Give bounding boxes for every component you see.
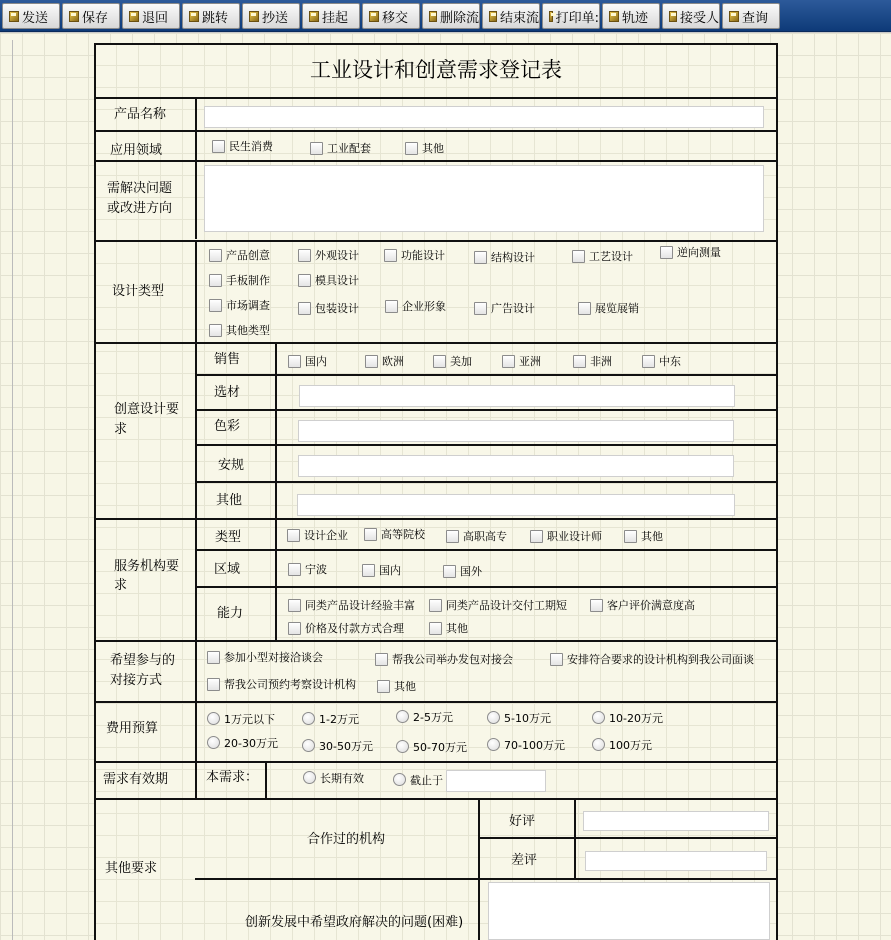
service-designer-label: 职业设计师 xyxy=(547,530,602,543)
participation-contract-fair-checkbox[interactable] xyxy=(375,653,388,666)
sales-asia-checkbox[interactable] xyxy=(502,355,515,368)
participation-visit-agency-label: 帮我公司预约考察设计机构 xyxy=(224,678,356,691)
design-type-label: 设计类型 xyxy=(112,284,165,299)
domain-label: 应用领域 xyxy=(110,143,163,158)
creative-other-label: 其他 xyxy=(216,493,243,508)
toolbar-label: 删除流 xyxy=(439,10,479,26)
design-product-idea-checkbox[interactable] xyxy=(209,249,222,262)
budget-4-label: 10-20万元 xyxy=(609,712,663,725)
document-icon xyxy=(489,11,497,22)
service-label: 求 xyxy=(114,578,128,593)
design-mold-checkbox[interactable] xyxy=(298,274,311,287)
budget-1-label: 1-2万元 xyxy=(319,713,359,726)
budget-0-label: 1万元以下 xyxy=(224,713,275,726)
toolbar-label: 轨迹 xyxy=(622,10,649,26)
ability-satisfaction-checkbox[interactable] xyxy=(590,599,603,612)
document-icon xyxy=(189,11,199,22)
ability-fast-delivery-checkbox[interactable] xyxy=(429,599,442,612)
safety-input[interactable] xyxy=(298,455,734,477)
ability-other-checkbox[interactable] xyxy=(429,622,442,635)
validity-until-label: 截止于 xyxy=(410,774,443,787)
service-type-label: 类型 xyxy=(215,530,242,545)
participation-other-label: 其他 xyxy=(394,680,416,693)
validity-label: 需求有效期 xyxy=(103,772,169,787)
design-reverse-checkbox[interactable] xyxy=(660,246,673,259)
ability-label: 能力 xyxy=(217,606,244,621)
design-structure-label: 结构设计 xyxy=(491,251,535,264)
return-button[interactable] xyxy=(122,3,180,29)
document-icon xyxy=(69,11,79,22)
table-line xyxy=(195,878,778,880)
service-college-label: 高职高专 xyxy=(463,530,507,543)
table-line xyxy=(94,130,778,132)
color-label: 色彩 xyxy=(214,419,241,434)
region-label: 区域 xyxy=(214,562,241,577)
design-appearance-label: 外观设计 xyxy=(315,249,359,262)
document-icon xyxy=(249,11,259,22)
save-button[interactable] xyxy=(62,3,120,29)
sales-label: 销售 xyxy=(214,352,241,367)
sales-domestic-label: 国内 xyxy=(305,355,327,368)
sales-europe-checkbox[interactable] xyxy=(365,355,378,368)
validity-sub-label: 本需求： xyxy=(206,770,259,785)
design-exhibition-checkbox[interactable] xyxy=(578,302,591,315)
budget-9-radio[interactable] xyxy=(592,738,605,751)
ability-experience-label: 同类产品设计经验丰富 xyxy=(305,599,415,612)
service-college-checkbox[interactable] xyxy=(446,530,459,543)
validity-date-input[interactable] xyxy=(446,770,546,792)
region-domestic-label: 国内 xyxy=(379,564,401,577)
budget-3-radio[interactable] xyxy=(487,711,500,724)
participation-visit-agency-checkbox[interactable] xyxy=(207,678,220,691)
budget-2-label: 2-5万元 xyxy=(413,711,453,724)
document-icon xyxy=(369,11,379,22)
product-name-input[interactable] xyxy=(204,106,764,128)
participation-meeting-label: 参加小型对接洽谈会 xyxy=(224,651,323,664)
design-brand-checkbox[interactable] xyxy=(385,300,398,313)
ability-price-checkbox[interactable] xyxy=(288,622,301,635)
table-line xyxy=(195,409,778,411)
table-line xyxy=(275,518,277,640)
validity-until-radio[interactable] xyxy=(393,773,406,786)
document-icon xyxy=(9,11,19,22)
service-designer-checkbox[interactable] xyxy=(530,530,543,543)
toolbar-label: 查询 xyxy=(742,10,769,26)
table-line xyxy=(776,43,778,940)
ability-satisfaction-label: 客户评价满意度高 xyxy=(607,599,695,612)
participation-label: 希望参与的 xyxy=(110,653,176,668)
toolbar-label: 结束流 xyxy=(499,10,539,26)
transfer-button[interactable] xyxy=(362,3,420,29)
table-line xyxy=(94,43,96,940)
design-reverse-label: 逆向测量 xyxy=(677,246,721,259)
toolbar-label: 打印单: xyxy=(555,10,599,26)
service-university-checkbox[interactable] xyxy=(364,528,377,541)
document-icon xyxy=(129,11,139,22)
table-line xyxy=(195,97,197,239)
budget-8-label: 70-100万元 xyxy=(504,739,565,752)
print-form-button[interactable] xyxy=(542,3,600,29)
participation-other-checkbox[interactable] xyxy=(377,680,390,693)
table-line xyxy=(94,43,778,45)
design-ad-label: 广告设计 xyxy=(491,302,535,315)
design-craft-label: 工艺设计 xyxy=(589,250,633,263)
partners-label: 合作过的机构 xyxy=(307,832,386,847)
domain-industrial-checkbox[interactable] xyxy=(310,142,323,155)
creative-label: 创意设计要 xyxy=(114,402,180,417)
table-line xyxy=(195,342,197,519)
region-ningbo-checkbox[interactable] xyxy=(288,563,301,576)
suspend-button[interactable] xyxy=(302,3,360,29)
region-abroad-checkbox[interactable] xyxy=(443,565,456,578)
toolbar-label: 退回 xyxy=(142,10,169,26)
validity-long-radio[interactable] xyxy=(303,771,316,784)
service-label: 服务机构要 xyxy=(114,559,180,574)
budget-8-radio[interactable] xyxy=(487,738,500,751)
document-icon xyxy=(309,11,319,22)
sales-mideast-checkbox[interactable] xyxy=(642,355,655,368)
good-review-label: 好评 xyxy=(509,814,536,829)
budget-7-label: 50-70万元 xyxy=(413,741,467,754)
table-line xyxy=(478,837,778,839)
gov-issue-label: 创新发展中希望政府解决的问题(困难) xyxy=(245,915,464,930)
toolbar-label: 保存 xyxy=(82,10,109,26)
table-line xyxy=(195,481,778,483)
problem-textarea[interactable] xyxy=(204,165,764,232)
design-prototype-checkbox[interactable] xyxy=(209,274,222,287)
service-university-label: 高等院校 xyxy=(381,528,425,541)
ability-other-label: 其他 xyxy=(446,622,468,635)
form-title: 工业设计和创意需求登记表 xyxy=(310,58,562,82)
budget-4-radio[interactable] xyxy=(592,711,605,724)
validity-long-label: 长期有效 xyxy=(320,772,364,785)
participation-meeting-checkbox[interactable] xyxy=(207,651,220,664)
sales-asia-label: 亚洲 xyxy=(519,355,541,368)
sales-europe-label: 欧洲 xyxy=(382,355,404,368)
table-line xyxy=(94,798,778,800)
toolbar-label: 跳转 xyxy=(202,10,229,26)
sales-domestic-checkbox[interactable] xyxy=(288,355,301,368)
design-product-idea-label: 产品创意 xyxy=(226,249,270,262)
domain-industrial-label: 工业配套 xyxy=(327,142,371,155)
budget-6-label: 30-50万元 xyxy=(319,740,373,753)
gov-issue-textarea[interactable] xyxy=(488,882,770,940)
participation-label: 对接方式 xyxy=(110,673,163,688)
domain-other-label: 其他 xyxy=(422,142,444,155)
problem-label: 或改进方向 xyxy=(107,201,173,216)
query-button[interactable] xyxy=(722,3,780,29)
document-icon xyxy=(669,11,677,22)
design-mold-label: 模具设计 xyxy=(315,274,359,287)
send-button[interactable] xyxy=(2,3,60,29)
budget-6-radio[interactable] xyxy=(302,739,315,752)
design-ad-checkbox[interactable] xyxy=(474,302,487,315)
design-package-checkbox[interactable] xyxy=(298,302,311,315)
design-appearance-checkbox[interactable] xyxy=(298,249,311,262)
participation-visit-us-label: 安排符合要求的设计机构到我公司面谈 xyxy=(567,653,754,666)
service-company-label: 设计企业 xyxy=(304,529,348,542)
ability-experience-checkbox[interactable] xyxy=(288,599,301,612)
table-line xyxy=(94,701,778,703)
document-icon xyxy=(429,11,437,22)
table-line xyxy=(195,444,778,446)
creative-label: 求 xyxy=(114,422,128,437)
design-market-label: 市场调查 xyxy=(226,299,270,312)
toolbar-label: 挂起 xyxy=(322,10,349,26)
service-company-checkbox[interactable] xyxy=(287,529,300,542)
cc-button[interactable] xyxy=(242,3,300,29)
end-flow-button[interactable] xyxy=(482,3,540,29)
jump-button[interactable] xyxy=(182,3,240,29)
toolbar-label: 移交 xyxy=(382,10,409,26)
design-structure-checkbox[interactable] xyxy=(474,251,487,264)
table-line xyxy=(94,160,778,162)
receiver-button[interactable] xyxy=(662,3,720,29)
table-line xyxy=(195,640,197,798)
participation-visit-us-checkbox[interactable] xyxy=(550,653,563,666)
sales-america-checkbox[interactable] xyxy=(433,355,446,368)
table-line xyxy=(195,240,197,342)
problem-label: 需解决问题 xyxy=(107,181,173,196)
sales-america-label: 美加 xyxy=(450,355,472,368)
table-line xyxy=(265,761,267,798)
document-icon xyxy=(549,11,553,22)
ability-fast-delivery-label: 同类产品设计交付工期短 xyxy=(446,599,567,612)
design-brand-label: 企业形象 xyxy=(402,300,446,313)
region-domestic-checkbox[interactable] xyxy=(362,564,375,577)
material-input[interactable] xyxy=(299,385,735,407)
toolbar xyxy=(0,0,891,32)
sales-mideast-label: 中东 xyxy=(659,355,681,368)
sales-africa-checkbox[interactable] xyxy=(573,355,586,368)
track-button[interactable] xyxy=(602,3,660,29)
left-border xyxy=(12,40,13,940)
table-line xyxy=(195,518,197,640)
toolbar-label: 接受人 xyxy=(679,10,719,26)
region-ningbo-label: 宁波 xyxy=(305,563,327,576)
document-icon xyxy=(609,11,619,22)
design-function-label: 功能设计 xyxy=(401,249,445,262)
domain-consumer-label: 民生消费 xyxy=(229,140,273,153)
toolbar-label: 抄送 xyxy=(262,10,289,26)
service-other-checkbox[interactable] xyxy=(624,530,637,543)
table-line xyxy=(195,586,778,588)
design-prototype-label: 手板制作 xyxy=(226,274,270,287)
sales-africa-label: 非洲 xyxy=(590,355,612,368)
design-package-label: 包装设计 xyxy=(315,302,359,315)
table-line xyxy=(275,342,277,519)
domain-consumer-checkbox[interactable] xyxy=(212,140,225,153)
domain-other-checkbox[interactable] xyxy=(405,142,418,155)
budget-3-label: 5-10万元 xyxy=(504,712,551,725)
other-requirements-label: 其他要求 xyxy=(105,861,158,876)
design-craft-checkbox[interactable] xyxy=(572,250,585,263)
participation-contract-fair-label: 帮我公司举办发包对接会 xyxy=(392,653,513,666)
service-other-label: 其他 xyxy=(641,530,663,543)
design-function-checkbox[interactable] xyxy=(384,249,397,262)
table-line xyxy=(94,761,778,763)
product-name-label: 产品名称 xyxy=(114,107,167,122)
bad-review-label: 差评 xyxy=(511,853,538,868)
budget-0-radio[interactable] xyxy=(207,712,220,725)
good-review-input[interactable] xyxy=(583,811,769,831)
color-input[interactable] xyxy=(298,420,734,442)
design-exhibition-label: 展览展销 xyxy=(595,302,639,315)
design-market-checkbox[interactable] xyxy=(209,299,222,312)
safety-label: 安规 xyxy=(218,458,245,473)
budget-5-radio[interactable] xyxy=(207,736,220,749)
budget-7-radio[interactable] xyxy=(396,740,409,753)
budget-5-label: 20-30万元 xyxy=(224,737,278,750)
toolbar-label: 发送 xyxy=(22,10,49,26)
bad-review-input[interactable] xyxy=(585,851,767,871)
document-icon xyxy=(729,11,739,22)
delete-flow-button[interactable] xyxy=(422,3,480,29)
material-label: 选材 xyxy=(214,385,241,400)
design-other-type-checkbox[interactable] xyxy=(209,324,222,337)
region-abroad-label: 国外 xyxy=(460,565,482,578)
table-line xyxy=(195,549,778,551)
creative-other-input[interactable] xyxy=(297,494,735,516)
budget-9-label: 100万元 xyxy=(609,739,652,752)
design-other-type-label: 其他类型 xyxy=(226,324,270,337)
budget-1-radio[interactable] xyxy=(302,712,315,725)
table-line xyxy=(195,374,778,376)
table-line xyxy=(478,798,480,940)
budget-label: 费用预算 xyxy=(106,721,159,736)
budget-2-radio[interactable] xyxy=(396,710,409,723)
ability-price-label: 价格及付款方式合理 xyxy=(305,622,404,635)
